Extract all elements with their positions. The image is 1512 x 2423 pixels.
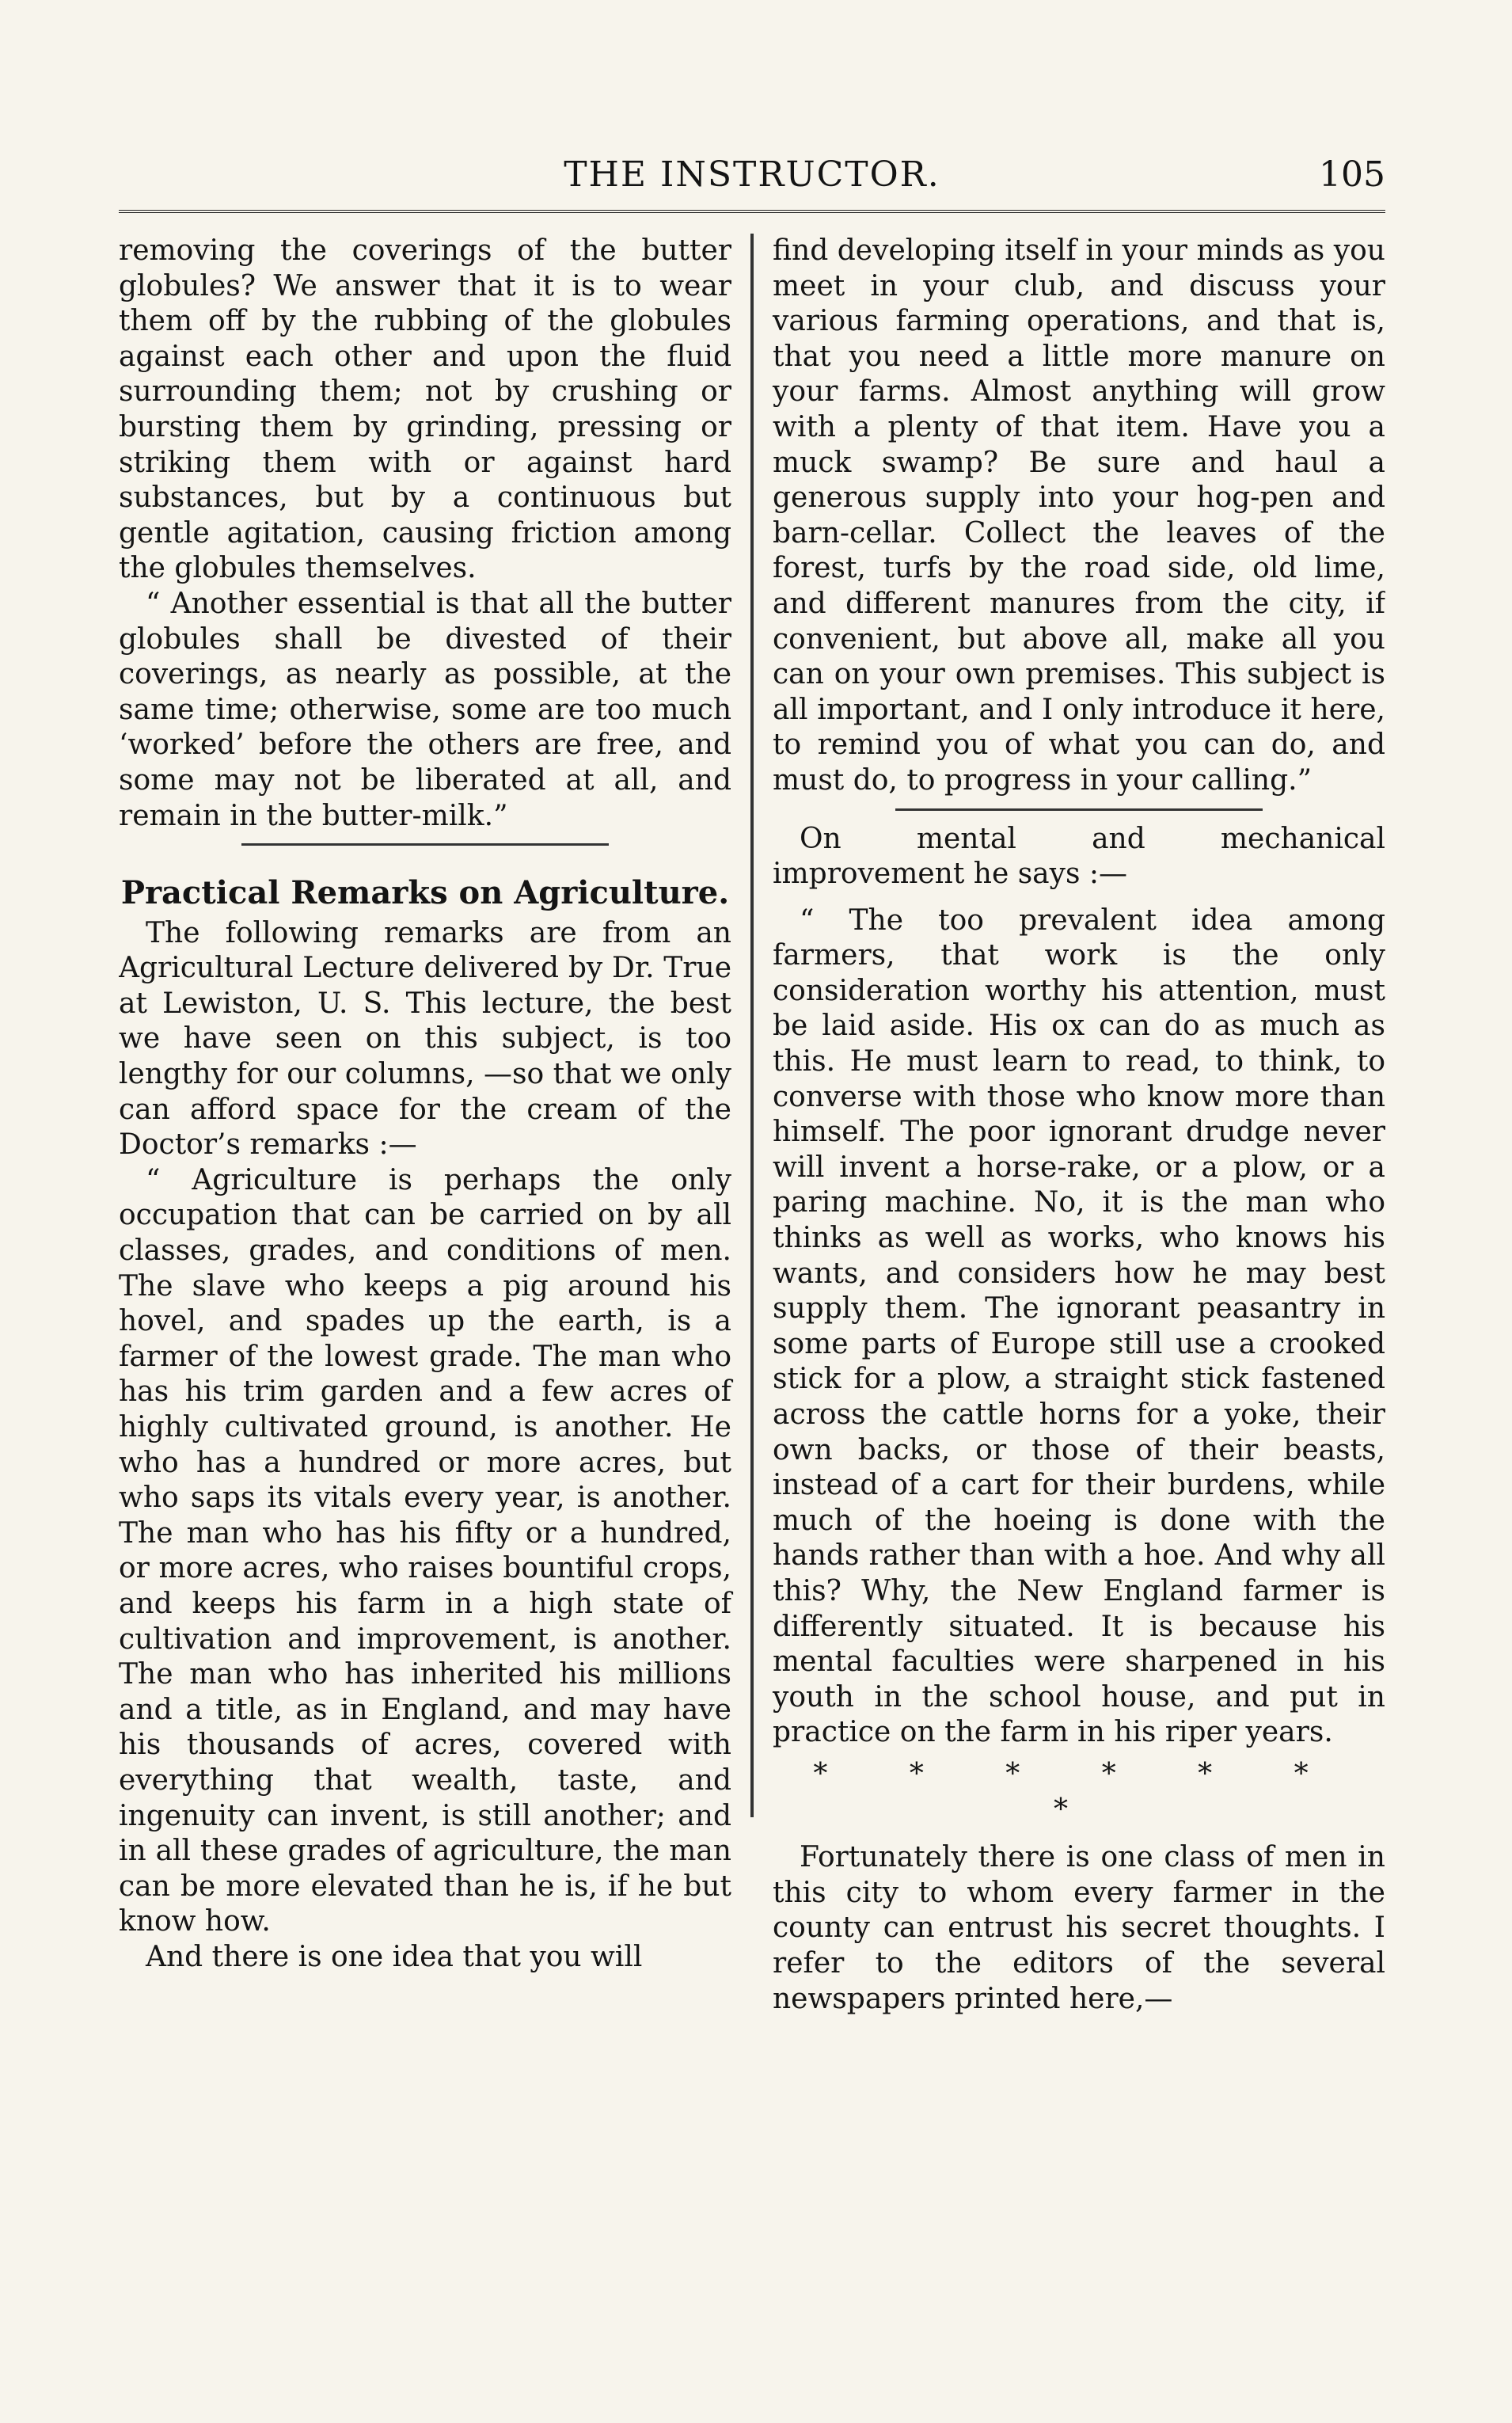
paragraph: Fortunately there is one class of men in this city to whom every farmer in the county can entrust his secret thoughts. I refer to the editors of the several newspapers printed here,— bbox=[773, 1841, 1385, 2015]
page-header bbox=[119, 154, 1385, 213]
paragraph: find developing itself in your minds as you meet in your club, and discuss your various farming operations, and that is, that you need a little more manure on your farms. Almost anything will grow with a plenty of that item. Have you a muck swamp? Be sure and haul a generous supply into your hog-pen and barn-cellar. Collect the leaves of the forest, turfs by the road side, old lime, and different manures from the city, if convenient, but above all, make all you can on your own premises. This subject is all important, and I only introduce it here, to remind you of what you can do, and must do, to progress in your calling.” bbox=[773, 234, 1385, 797]
paragraph: removing the coverings of the butter globules? We answer that it is to wear them off by the rubbing of the globules against each other and upon the fluid surrounding them; not by crushing or bursting them by grinding, pressing or striking them with or against hard substances, but by a continuous but gentle agitation, causing friction among the globules themselves. bbox=[119, 234, 731, 585]
right-column bbox=[758, 234, 1385, 2308]
newspaper-page bbox=[119, 154, 1385, 2308]
running-title: THE INSTRUCTOR. bbox=[564, 154, 940, 195]
paragraph: “ Another essential is that all the butter globules shall be divested of their coverings, as nearly as possible, at the same time; otherwise, some are too much ‘worked’ before the others are free, and some may not be liberated at all, and remain in the butter-milk.” bbox=[119, 587, 731, 832]
section-break-stars: * * * * * * * bbox=[813, 1757, 1345, 1826]
divider bbox=[895, 808, 1263, 811]
paragraph: On mental and mechanical improvement he says :— bbox=[773, 822, 1385, 891]
column-rule bbox=[750, 234, 754, 1817]
page-number: 105 bbox=[1319, 154, 1385, 195]
divider bbox=[241, 843, 609, 846]
paragraph: And there is one idea that you will bbox=[146, 1940, 643, 1973]
left-column bbox=[119, 234, 746, 2308]
text-columns bbox=[119, 234, 1385, 2308]
paragraph: “ Agriculture is perhaps the only occupation that can be carried on by all classes, grades, and conditions of men. The slave who keeps a pig around his hovel, and spades up the earth, is a farmer of the lowest grade. The man who has his trim garden and a few acres of highly cultivated ground, is another. He who has a hundred or more acres, but who saps its vitals every year, is another. The man who has his fifty or a hundred, or more acres, who raises bountiful crops, and keeps his farm in a high state of cultivation and improvement, is another. The man who has inherited his millions and a title, as in England, and may have his thousands of acres, covered with everything that wealth, taste, and ingenuity can invent, is still another; and in all these grades of agriculture, the man can be more elevated than he is, if he but know how. bbox=[119, 1163, 731, 1938]
paragraph: “ The too prevalent idea among farmers, that work is the only consideration worthy his attention, must be laid aside. His ox can do as much as this. He must learn to read, to think, to converse with those who know more than himself. The poor ignorant drudge never will invent a horse-rake, or a plow, or a paring machine. No, it is the man who thinks as well as works, who knows his wants, and considers how he may best supply them. The ignorant peasantry in some parts of Europe still use a crooked stick for a plow, a straight stick fastened across the cattle horns for a yoke, their own backs, or those of their beasts, instead of a cart for their burdens, while much of the hoeing is done with the hands rather than with a hoe. And why all this? Why, the New England farmer is differently situated. It is because his mental faculties were sharpened in his youth in the school house, and put in practice on the farm in his riper years. bbox=[773, 903, 1385, 1749]
section-title: Practical Remarks on Agriculture. bbox=[120, 874, 730, 912]
paragraph: The following remarks are from an Agricultural Lecture delivered by Dr. True at Lewiston, U. S. This lecture, the best we have seen on this subject, is too lengthy for our columns, —so that we only can afford space for the cream of the Doctor’s remarks :— bbox=[119, 916, 731, 1162]
